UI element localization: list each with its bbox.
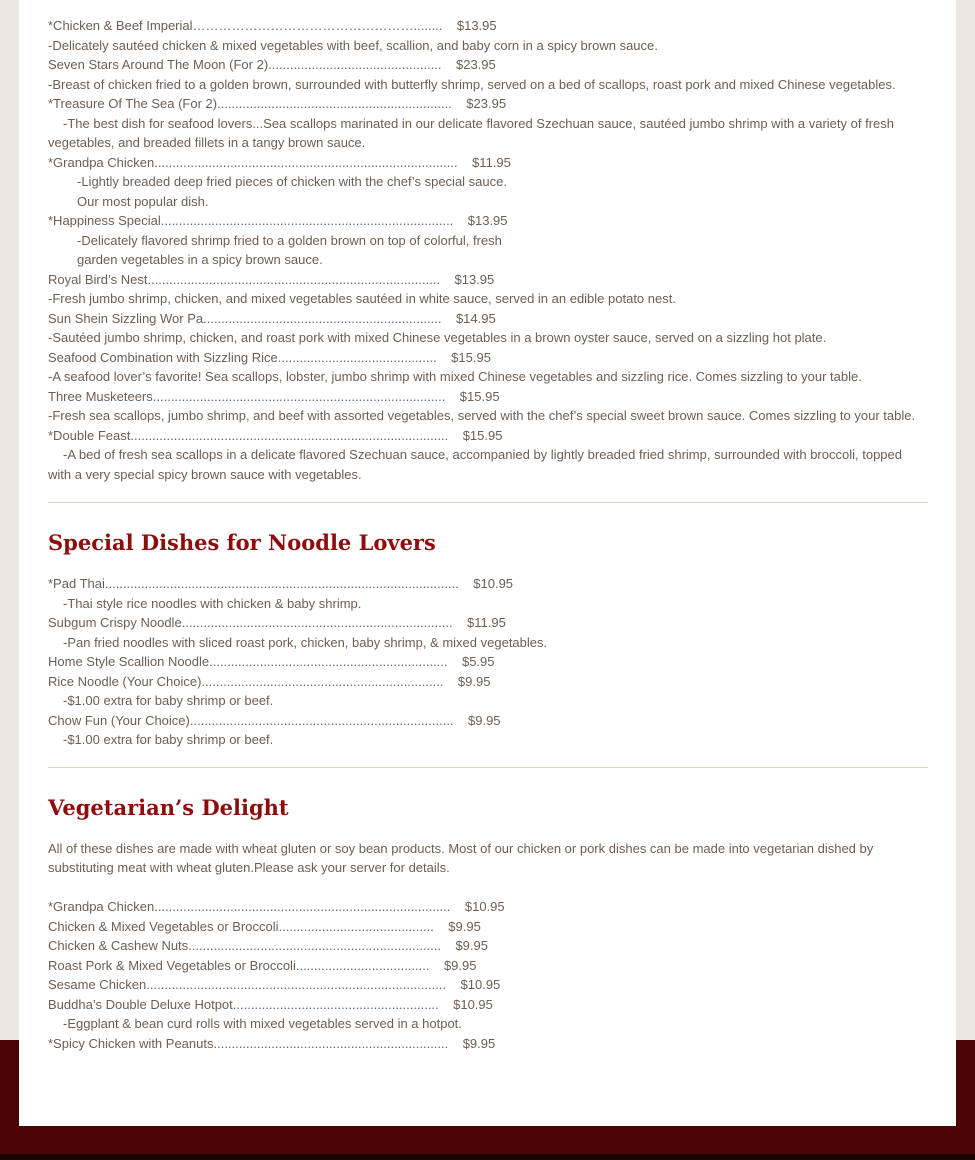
dish-price: $9.95 (462, 1035, 496, 1051)
dish-name: Sun Shein Sizzling Wor Pa (48, 310, 204, 326)
dish-description: -A seafood lover’s favorite! Sea scallops, lobster, jumbo shrimp with mixed Chinese vegetables and sizzling rice. Comes sizzling to your table. (48, 369, 862, 384)
dish-description: -Fresh jumbo shrimp, chicken, and mixed vegetables sautéed in white sauce, served in an edible potato nest. (48, 291, 676, 306)
menu-item (48, 55, 928, 75)
dot-leader: ........................................................................... (181, 615, 468, 630)
footer-bottom-strip (0, 1154, 975, 1160)
dish-name: Chicken & Mixed Vegetables or Broccoli (48, 918, 279, 934)
menu-item (48, 211, 928, 231)
menu-item (48, 672, 928, 692)
dish-description: -$1.00 extra for baby shrimp or beef. (63, 732, 274, 747)
dish-description: -Thai style rice noodles with chicken & baby shrimp. (63, 595, 362, 611)
section-divider (48, 502, 928, 503)
dish-price: $10.95 (464, 899, 505, 914)
dot-leader: ........................................................................................ (130, 427, 463, 443)
dish-name: Seafood Combination with Sizzling Rice (48, 349, 278, 365)
menu-item (48, 426, 928, 446)
dish-price: $23.95 (455, 57, 496, 72)
menu-item (48, 936, 928, 956)
menu-item (48, 975, 928, 995)
dish-name: *Chicken & Beef Imperial (48, 18, 193, 33)
menu-item (48, 574, 928, 594)
menu-item (48, 94, 928, 114)
dot-leader: ................................................................. (217, 96, 467, 111)
dish-price: $9.95 (448, 918, 481, 934)
dish-price: $13.95 (456, 18, 497, 33)
dot-leader: .................................................................. (203, 310, 456, 326)
menu-item (48, 652, 928, 672)
dot-leader: ................................................................................. (152, 388, 460, 404)
menu-item (48, 613, 928, 633)
dish-name: Sesame Chicken (48, 977, 147, 992)
dish-name: Seven Stars Around The Moon (For 2) (48, 57, 269, 72)
dish-name: *Spicy Chicken with Peanuts (48, 1035, 214, 1051)
section-divider (48, 767, 928, 768)
dish-name: Home Style Scallion Noodle (48, 654, 210, 669)
menu-item (48, 917, 928, 937)
dish-name: Rice Noodle (Your Choice) (48, 673, 202, 689)
dish-name: *Grandpa Chicken (48, 899, 155, 914)
dot-leader: ................................................................................. (160, 213, 468, 228)
dish-price: $11.95 (472, 154, 511, 170)
dot-leader: ......................................................... (232, 996, 454, 1012)
dish-name: Three Musketeers (48, 388, 153, 404)
dish-name: Royal Bird’s Nest (48, 271, 148, 287)
dish-name: *Treasure Of The Sea (For 2) (48, 96, 218, 111)
dot-leader: .................................................................................................. (104, 576, 474, 591)
dish-description: -Breast of chicken fried to a golden brown, surrounded with butterfly shrimp, served on a bed of scallops, roast pork and mixed Chinese vegetables. (48, 76, 896, 92)
vegetarian-intro: All of these dishes are made with wheat gluten or soy bean products. Most of our chicken or pork dishes can be made into vegetarian dished by substituting meat with wheat gluten.Please ask your server for details. (48, 840, 874, 875)
menu-item (48, 309, 928, 329)
spacer (48, 878, 928, 898)
dish-description: -$1.00 extra for baby shrimp or beef. (63, 693, 274, 708)
menu-item (48, 956, 928, 976)
dish-price: $15.95 (462, 427, 503, 443)
dish-price: $13.95 (454, 271, 495, 287)
dish-name: *Grandpa Chicken (48, 154, 155, 170)
menu-item (48, 16, 928, 36)
menu-item (48, 153, 928, 173)
dish-name: Buddha’s Double Deluxe Hotpot (48, 996, 233, 1012)
dish-price: $13.95 (467, 213, 508, 228)
noodle-dishes-list (48, 574, 928, 750)
dish-description: -A bed of fresh sea scallops in a delicate flavored Szechuan sauce, accompanied by lightly breaded fried shrimp, surrounded with broccoli, topped with a very special spicy brown sauce with vegetables. (48, 447, 902, 482)
dish-name: Subgum Crispy Noodle (48, 615, 182, 630)
dish-description: -Eggplant & bean curd rolls with mixed vegetables served in a hotpot. (63, 1016, 462, 1031)
dot-leader: ............................................ (277, 349, 452, 365)
house-specials-list (48, 16, 928, 484)
dish-description: garden vegetables in a spicy brown sauce. (77, 252, 323, 267)
dot-leader: .................................................................................... (154, 154, 473, 170)
dish-description: -Delicately flavored shrimp fried to a golden brown on top of colorful, fresh (77, 232, 502, 248)
menu-item (48, 995, 928, 1015)
dish-price: $23.95 (466, 96, 507, 111)
dot-leader: ................................................................................... (146, 977, 461, 992)
dish-description: -Fresh sea scallops, jumbo shrimp, and beef with assorted vegetables, served with the chef’s special sweet brown sauce. Comes sizzling to your table. (48, 408, 916, 423)
content-panel (19, 0, 956, 1126)
dish-price: $9.95 (455, 938, 488, 953)
dish-price: $14.95 (455, 310, 496, 326)
dish-name: *Pad Thai (48, 576, 105, 591)
dot-leader: ................................................................. (213, 1035, 463, 1051)
dot-leader: .................................................................................. (154, 899, 465, 914)
dot-leader: ...................................................................... (188, 938, 456, 953)
dish-price: $9.95 (457, 673, 491, 689)
dish-description: -The best dish for seafood lovers...Sea scallops marinated in our delicate flavored Szechuan sauce, sautéed jumbo shrimp with a variety of fresh vegetables, and breaded fillets in a tangy brown sauce. (48, 115, 894, 150)
menu-item (48, 711, 928, 731)
dot-leader: ……………………………………………........ (192, 18, 457, 33)
dish-description: -Delicately sautéed chicken & mixed vegetables with beef, scallion, and baby corn in a spicy brown sauce. (48, 37, 658, 53)
dot-leader: ........................................... (278, 918, 449, 934)
dish-description: Our most popular dish. (77, 193, 209, 209)
menu-item (48, 897, 928, 917)
dish-price: $10.95 (453, 996, 493, 1012)
dish-name: Chicken & Cashew Nuts (48, 938, 189, 953)
dish-description: -Sautéed jumbo shrimp, chicken, and roast pork with mixed Chinese vegetables in a brown oyster sauce, served on a sizzling hot plate. (48, 330, 827, 345)
dot-leader: ..................................... (295, 957, 444, 973)
dish-price: $11.95 (467, 615, 506, 630)
menu-item (48, 1034, 928, 1054)
dish-price: $15.95 (459, 388, 500, 404)
dish-price: $15.95 (451, 349, 491, 365)
dot-leader: ................................................................... (201, 673, 458, 689)
dish-name: Roast Pork & Mixed Vegetables or Broccoli (48, 957, 296, 973)
dish-description: -Lightly breaded deep fried pieces of chicken with the chef’s special sauce. (77, 174, 507, 189)
menu-item (48, 270, 928, 290)
dish-name: *Double Feast (48, 427, 131, 443)
dot-leader: ......................................................................... (189, 712, 468, 728)
dot-leader: ................................................ (268, 57, 456, 72)
menu-item (48, 387, 928, 407)
dish-price: $10.95 (460, 977, 501, 992)
vegetarian-section-title: Vegetarian’s Delight (48, 794, 289, 820)
menu-content (48, 16, 928, 1053)
dish-price: $5.95 (461, 654, 495, 669)
noodle-section-title: Special Dishes for Noodle Lovers (48, 530, 436, 555)
dish-description: -Pan fried noodles with sliced roast pork, chicken, baby shrimp, & mixed vegetables. (63, 634, 548, 650)
dish-price: $10.95 (473, 576, 514, 591)
dish-name: *Happiness Special (48, 213, 161, 228)
menu-item (48, 348, 928, 368)
dish-price: $9.95 (468, 712, 501, 728)
dot-leader: ................................................................................. (147, 271, 455, 287)
dish-price: $9.95 (443, 957, 477, 973)
vegetarian-dishes-list (48, 897, 928, 1053)
dot-leader: .................................................................. (209, 654, 462, 669)
dish-name: Chow Fun (Your Choice) (48, 712, 190, 728)
